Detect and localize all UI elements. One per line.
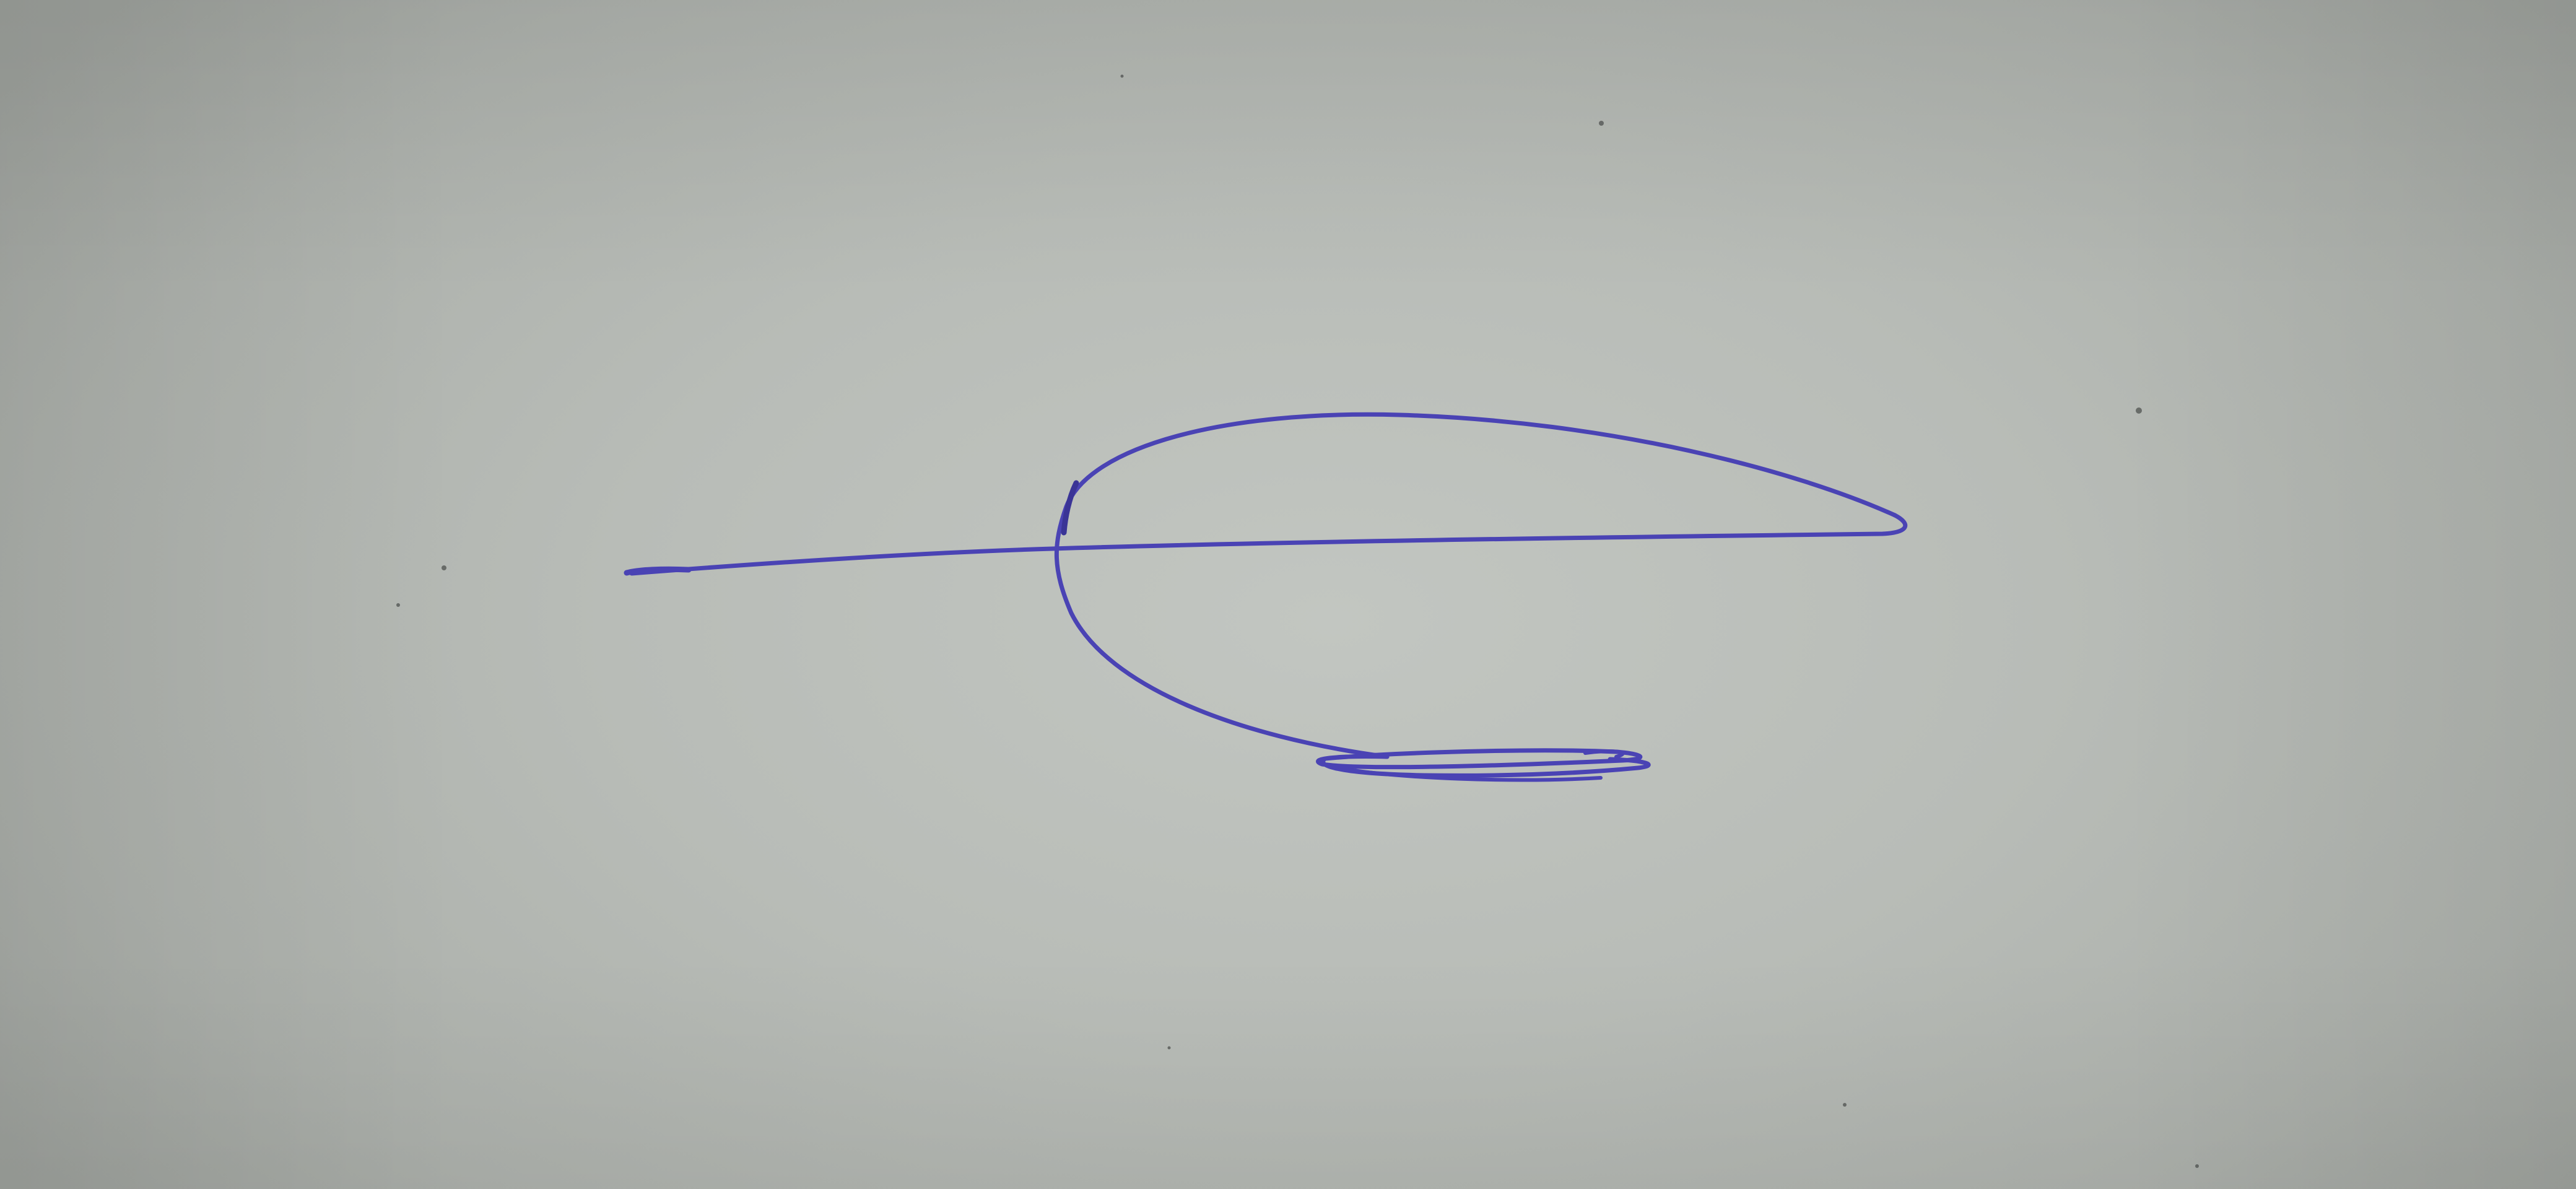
signature-ink — [627, 414, 1905, 780]
paper-speck-icon — [396, 75, 2199, 1169]
